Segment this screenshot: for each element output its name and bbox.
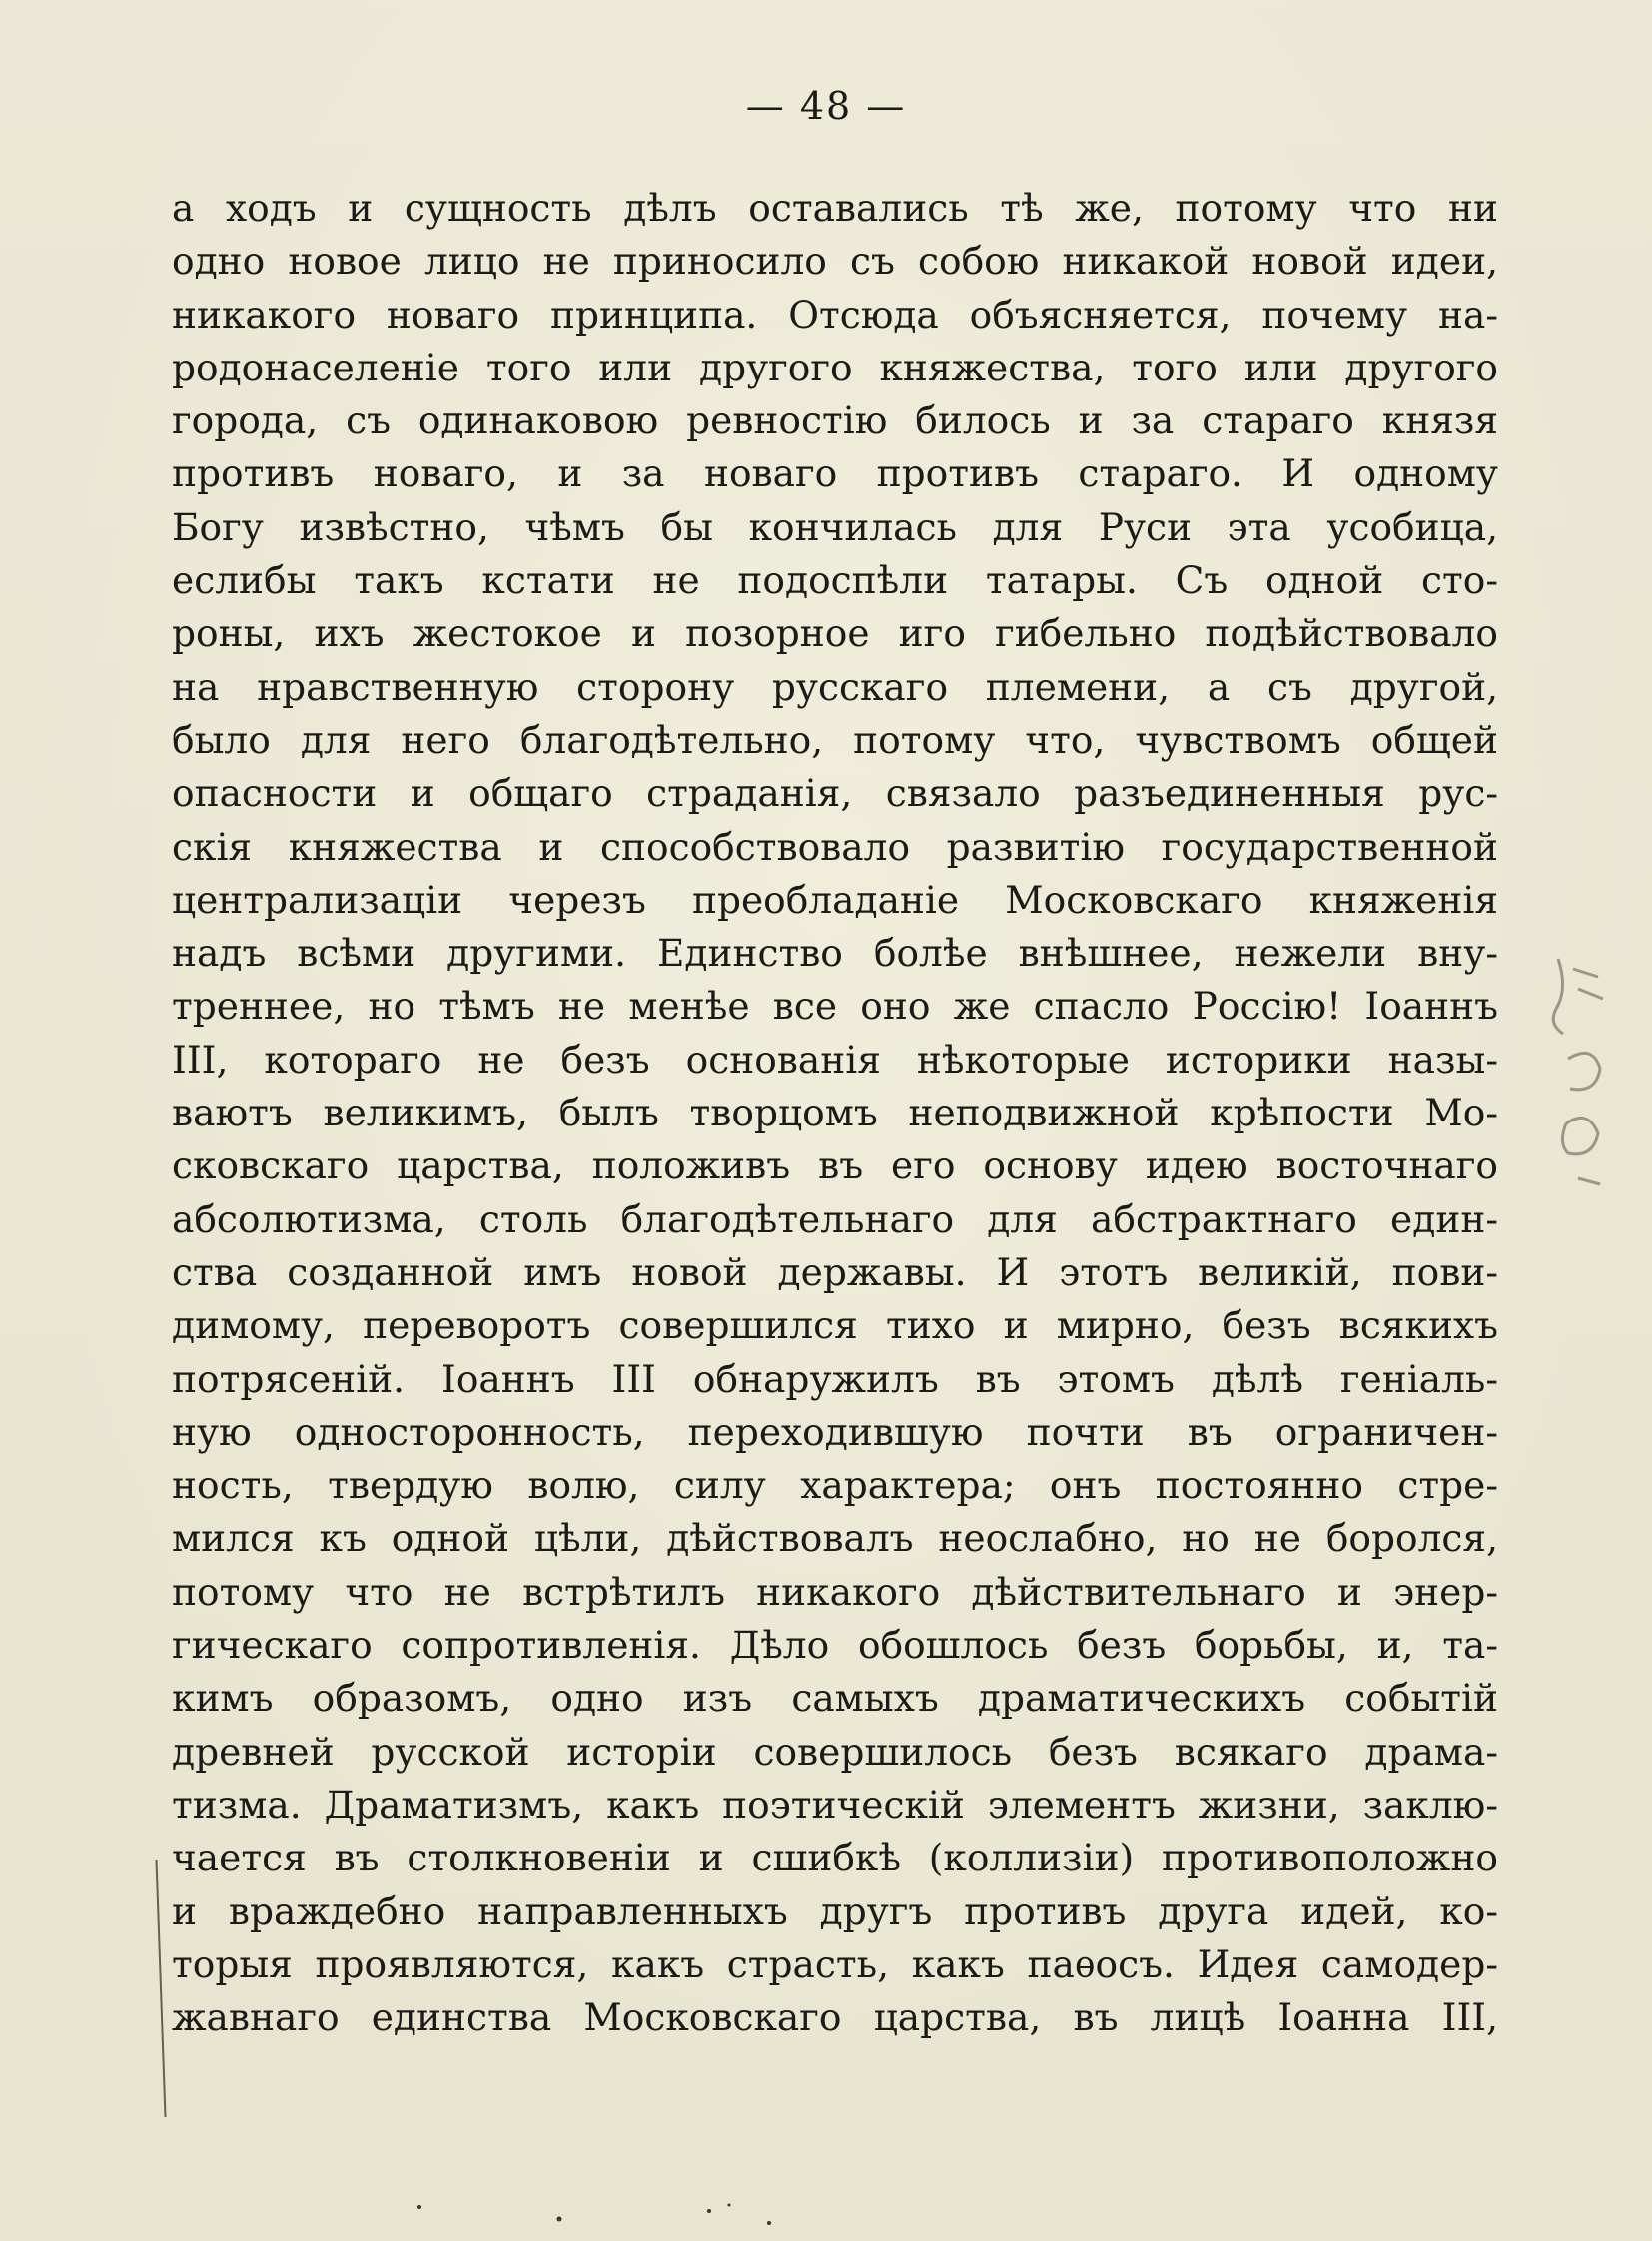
text-line: одно новое лицо не приносило съ собою никакой новой идеи,	[172, 239, 1498, 284]
margin-bracket-mark	[155, 1860, 172, 2117]
text-line: жавнаго единства Московскаго царства, въ лицѣ Іоанна III,	[172, 1995, 1498, 2040]
text-line: гическаго сопротивленія. Дѣло обошлось безъ борьбы, и, та-	[172, 1623, 1498, 1668]
paper-specks	[400, 2197, 899, 2237]
page-number: — 48 —	[745, 84, 907, 128]
text-line: на нравственную сторону русскаго племени, а съ другой,	[172, 664, 1498, 709]
text-line: и враждебно направленныхъ другъ противъ друга идей, ко-	[172, 1888, 1498, 1933]
text-line: ства созданной имъ новой державы. И этотъ великій, пови-	[172, 1249, 1498, 1294]
text-line: III, котораго не безъ основанія нѣкоторые историки назы-	[172, 1037, 1498, 1082]
text-line: было для него благодѣтельно, потому что, чувствомъ общей	[172, 717, 1498, 762]
text-line: централизаціи черезъ преобладаніе Московскаго княженія	[172, 877, 1498, 922]
text-line: потрясеній. Іоаннъ III обнаружилъ въ этомъ дѣлѣ геніаль-	[172, 1356, 1498, 1401]
text-line: опасности и общаго страданія, связало разъединенныя рус-	[172, 771, 1498, 816]
text-line: ваютъ великимъ, былъ творцомъ неподвижной крѣпости Мо-	[172, 1091, 1498, 1135]
text-line: противъ новаго, и за новаго противъ стараго. И одному	[172, 451, 1498, 496]
text-line: мился къ одной цѣли, дѣйствовалъ неослабно, но не боролся,	[172, 1516, 1498, 1561]
text-line: родонаселеніе того или другого княжества, того или другого	[172, 345, 1498, 389]
text-line: никакого новаго принципа. Отсюда объясняется, почему на-	[172, 292, 1498, 337]
text-line: а ходъ и сущность дѣлъ оставались тѣ же, потому что ни	[172, 186, 1498, 230]
text-line: ность, твердую волю, силу характера; онъ постоянно стре-	[172, 1463, 1498, 1508]
text-line: роны, ихъ жестокое и позорное иго гибельно подѣйствовало	[172, 611, 1498, 656]
pencil-marginalia	[1538, 949, 1618, 1208]
text-line: сковскаго царства, положивъ въ его основу идею восточнаго	[172, 1143, 1498, 1188]
text-line: еслибы такъ кстати не подоспѣли татары. Съ одной сто-	[172, 558, 1498, 603]
text-line: скія княжества и способствовало развитію государственной	[172, 824, 1498, 869]
text-line: Богу извѣстно, чѣмъ бы кончилась для Руси эта усобица,	[172, 504, 1498, 549]
text-line: тизма. Драматизмъ, какъ поэтическій элементъ жизни, заклю-	[172, 1782, 1498, 1827]
text-line: города, съ одинаковою ревностію билось и за стараго князя	[172, 398, 1498, 443]
text-line: чается въ столкновеніи и сшибкѣ (коллизіи) противоположно	[172, 1836, 1498, 1880]
text-line: ную односторонность, переходившую почти въ ограничен-	[172, 1409, 1498, 1454]
text-line: димому, переворотъ совершился тихо и мирно, безъ всякихъ	[172, 1303, 1498, 1348]
text-line: торыя проявляются, какъ страсть, какъ паѳосъ. Идея самодер-	[172, 1941, 1498, 1986]
text-line: древней русской исторіи совершилось безъ всякаго драма-	[172, 1729, 1498, 1774]
text-line: абсолютизма, столь благодѣтельнаго для абстрактнаго един-	[172, 1196, 1498, 1241]
text-line: надъ всѣми другими. Единство болѣе внѣшнее, нежели вну-	[172, 931, 1498, 976]
text-line: треннее, но тѣмъ не менѣе все оно же спасло Россію! Іоаннъ	[172, 984, 1498, 1029]
text-line: кимъ образомъ, одно изъ самыхъ драматическихъ событій	[172, 1676, 1498, 1721]
body-text	[172, 182, 1498, 2044]
text-line: потому что не встрѣтилъ никакого дѣйствительнаго и энер-	[172, 1569, 1498, 1614]
